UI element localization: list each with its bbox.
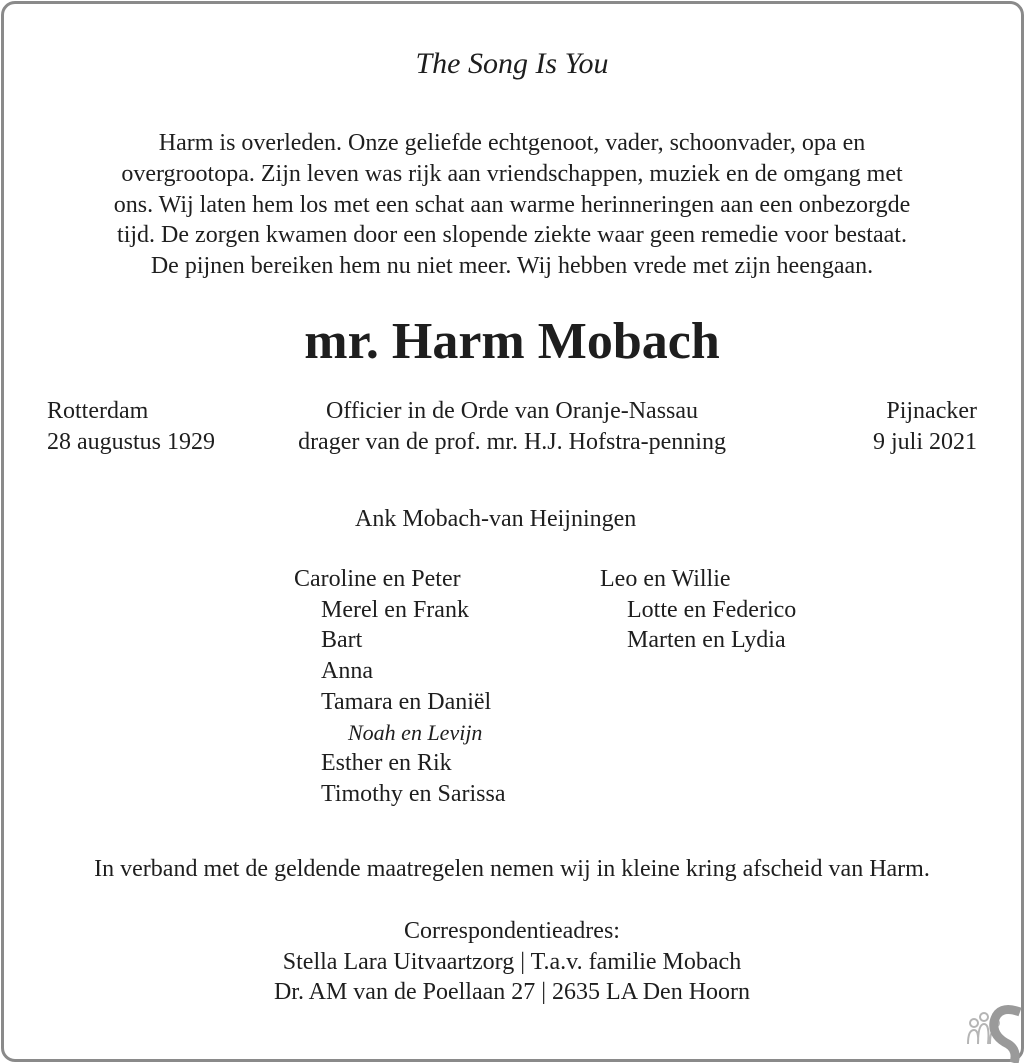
address-line: Dr. AM van de Poellaan 27 | 2635 LA Den Hoorn	[273, 979, 751, 1005]
intro-line: overgrootopa. Zijn leven was rijk aan vriendschappen, muziek en de omgang met	[121, 160, 903, 187]
birth-place: Rotterdam	[47, 398, 149, 424]
funeral-logo-icon	[962, 1004, 1024, 1063]
deceased-name: mr. Harm Mobach	[304, 313, 720, 370]
intro-line: tijd. De zorgen kwamen door een slopende ziekte waar geen remedie voor bestaat.	[117, 222, 907, 249]
spouse: Ank Mobach-van Heijningen	[355, 506, 637, 532]
family-member: Caroline en Peter	[294, 566, 461, 592]
family-member: Esther en Rik	[321, 750, 452, 777]
birth-date: 28 augustus 1929	[47, 429, 215, 455]
motto: The Song Is You	[415, 47, 609, 80]
family-member: Tamara en Daniël	[321, 688, 492, 715]
family-member: Bart	[321, 627, 363, 654]
family-member: Merel en Frank	[321, 596, 469, 623]
family-member: Anna	[321, 658, 373, 685]
intro-paragraph	[0, 128, 1024, 282]
intro-line: ons. Wij laten hem los met een schat aan warme herinneringen aan een onbezorgde	[113, 191, 911, 218]
address-label: Correspondentieadres:	[404, 918, 620, 944]
honor: Officier in de Orde van Oranje-Nassau	[325, 398, 699, 424]
family-member: Lotte en Federico	[627, 596, 797, 623]
family-member: Noah en Levijn	[348, 719, 483, 745]
family-member: Leo en Willie	[600, 566, 731, 592]
death-place: Pijnacker	[886, 398, 977, 424]
family-member: Marten en Lydia	[627, 627, 786, 654]
family-member: Timothy en Sarissa	[321, 780, 506, 807]
closing-text: In verband met de geldende maatregelen nemen wij in kleine kring afscheid van Harm.	[94, 856, 930, 882]
intro-line: De pijnen bereiken hem nu niet meer. Wij hebben vrede met zijn heengaan.	[150, 253, 874, 280]
address-line: Stella Lara Uitvaartzorg | T.a.v. familie Mobach	[282, 949, 742, 975]
intro-line: Harm is overleden. Onze geliefde echtgenoot, vader, schoonvader, opa en	[158, 130, 866, 156]
honor: drager van de prof. mr. H.J. Hofstra-penning	[298, 429, 726, 455]
death-date: 9 juli 2021	[872, 429, 977, 455]
